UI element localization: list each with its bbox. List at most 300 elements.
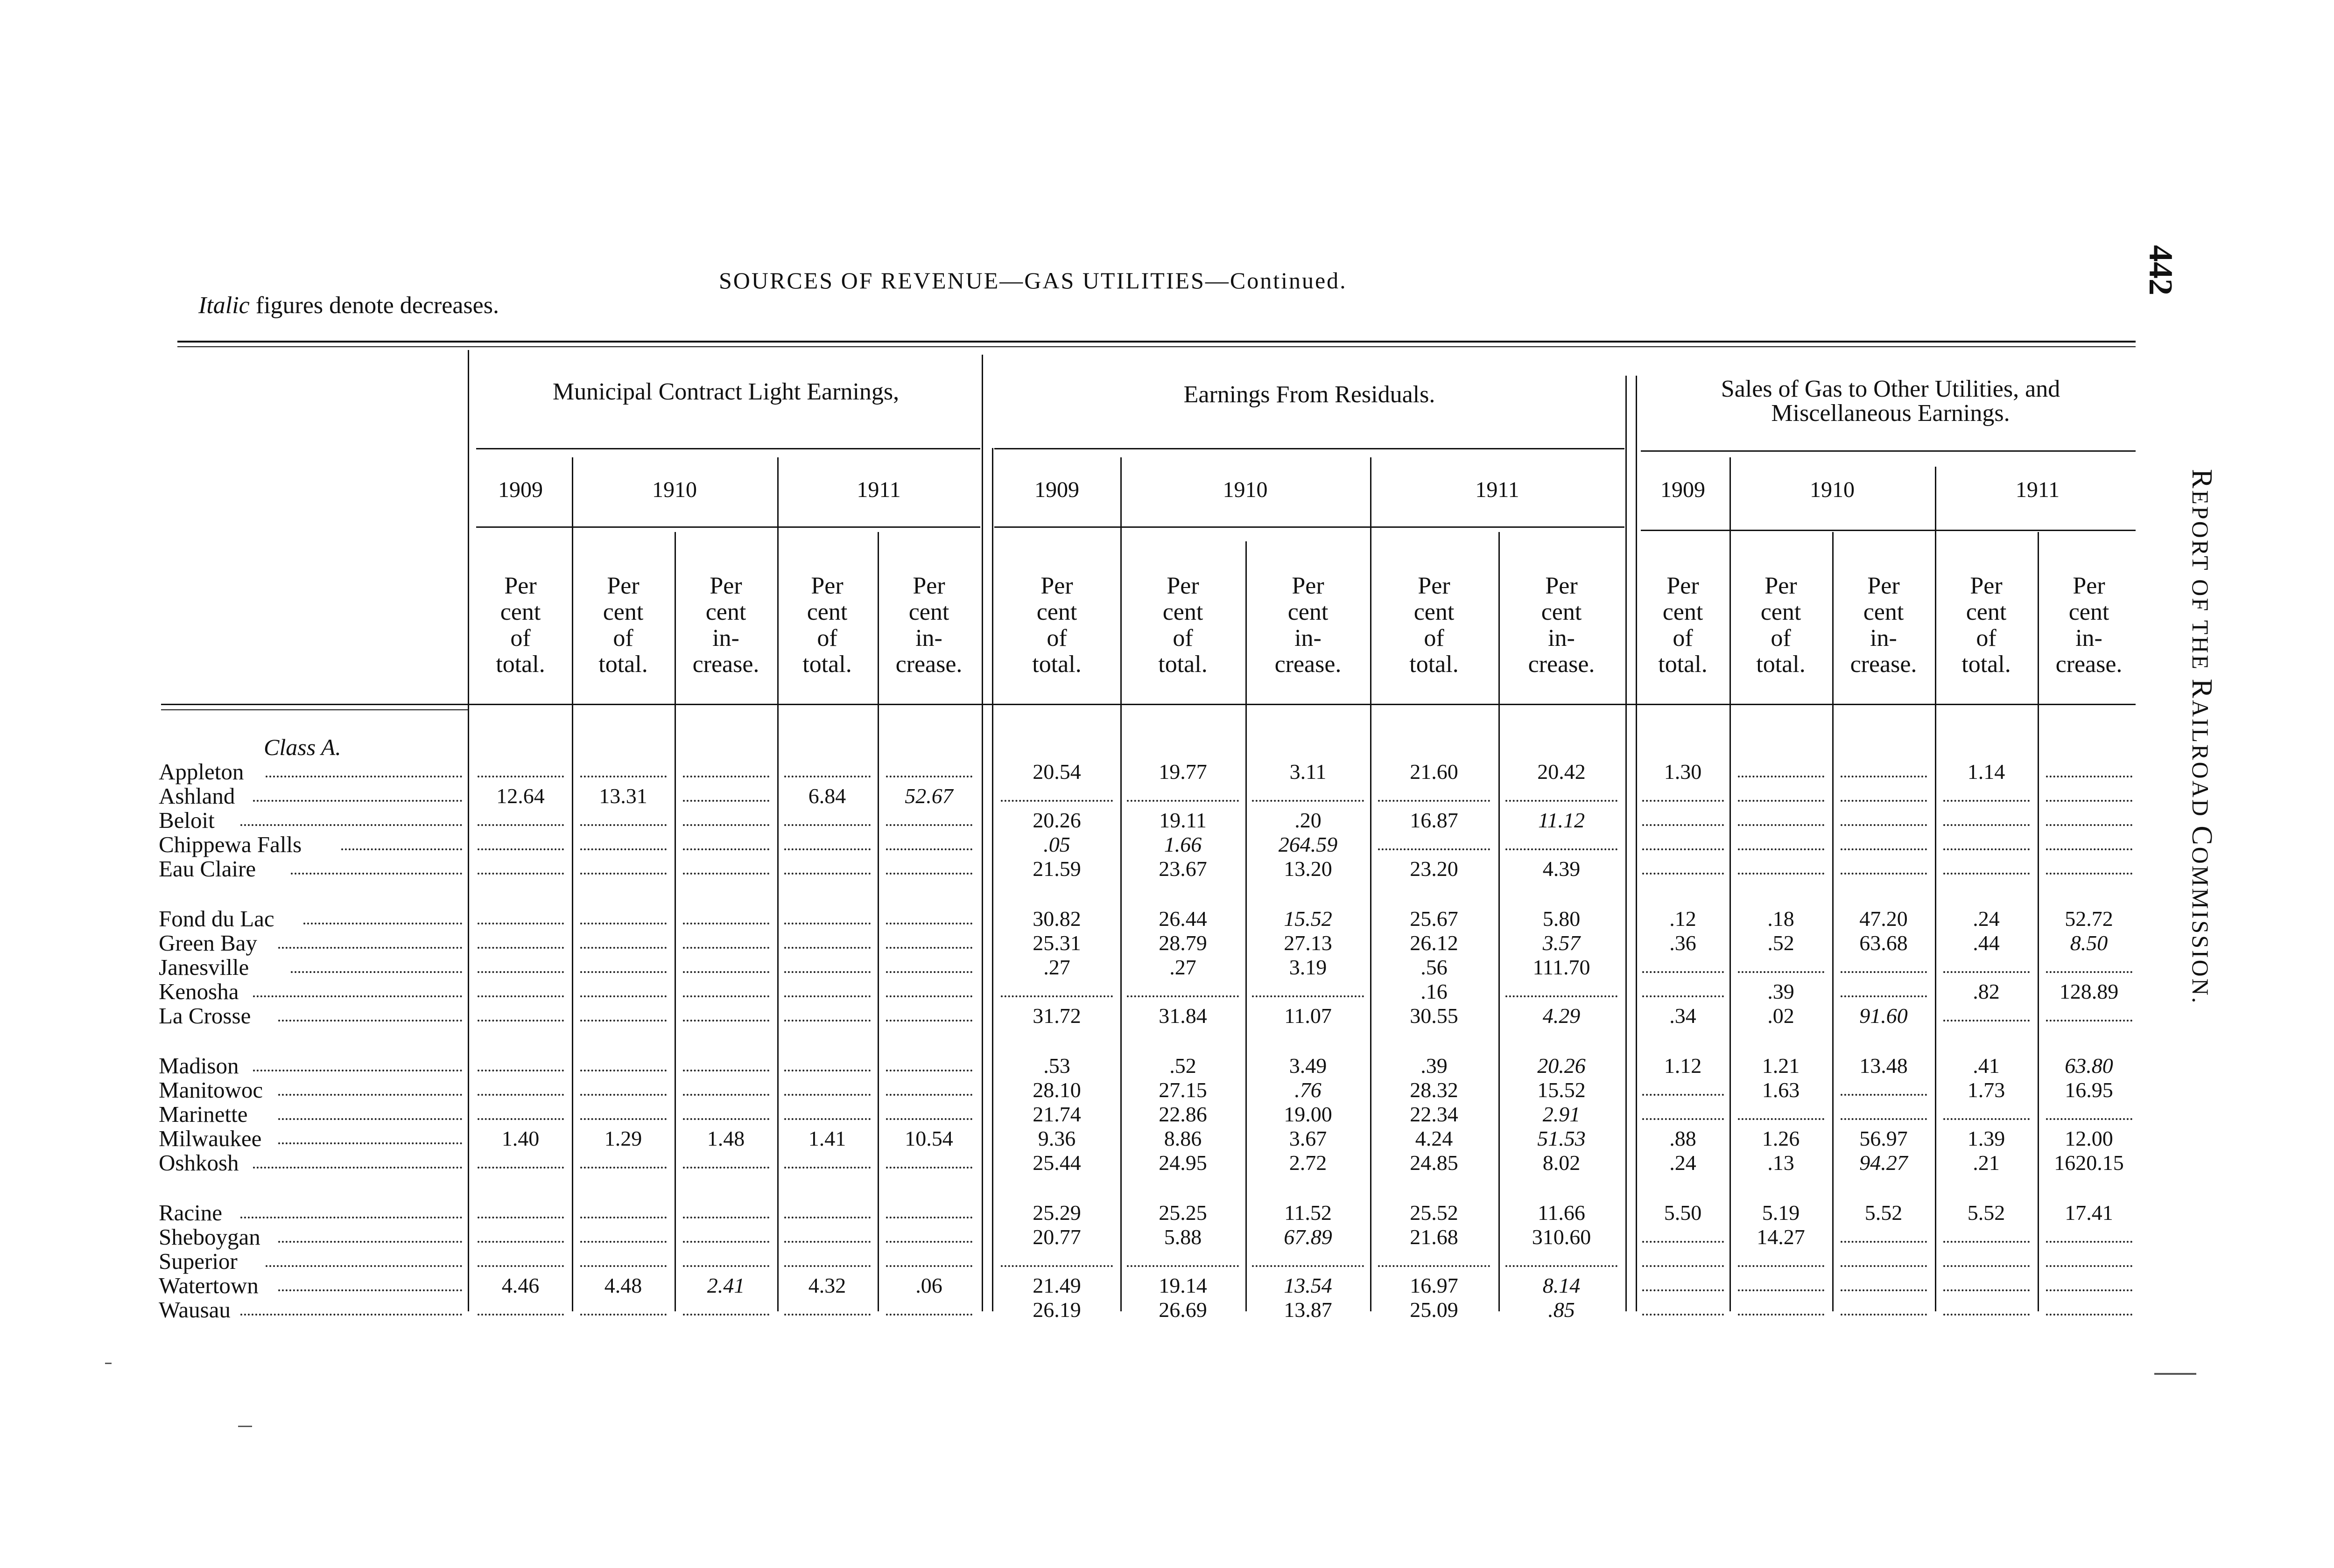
heading-line: of [1173, 625, 1193, 651]
table-cell: 1.30 [1664, 760, 1702, 784]
empty-cell-dots [683, 1020, 769, 1022]
table-cell: 15.52 [1537, 1078, 1586, 1102]
heading-line: cent [2068, 599, 2109, 625]
row-label: Superior [159, 1248, 238, 1274]
table-cell: 15.52 [1284, 907, 1332, 931]
leader-dots [253, 995, 462, 997]
empty-cell-dots [1841, 1118, 1927, 1120]
table-cell: 30.82 [1033, 907, 1081, 931]
table-cell: .34 [1669, 1004, 1696, 1028]
empty-cell-dots [886, 971, 972, 973]
empty-cell-dots [1001, 995, 1113, 997]
empty-cell-dots [2046, 1020, 2132, 1022]
empty-cell-dots [1505, 800, 1617, 802]
heading-line: total. [1409, 651, 1459, 678]
heading-line: cent [807, 599, 848, 625]
table-cell: 27.13 [1284, 931, 1332, 955]
table-cell: 13.87 [1284, 1298, 1332, 1322]
empty-cell-dots [1738, 971, 1824, 973]
table-cell: 4.46 [501, 1274, 540, 1297]
empty-cell-dots [784, 1020, 871, 1022]
italic-note [198, 292, 499, 319]
empty-cell-dots [478, 1217, 564, 1218]
table-cell: 24.85 [1410, 1151, 1458, 1175]
empty-cell-dots [784, 947, 871, 949]
row-label: Racine [159, 1200, 223, 1225]
table-cell: 13.20 [1284, 857, 1332, 881]
empty-cell-dots [1943, 1020, 2030, 1022]
heading-line: total. [496, 651, 545, 678]
empty-cell-dots [478, 873, 564, 875]
year-m-1910: 1910 [652, 477, 697, 502]
empty-cell-dots [1943, 824, 2030, 826]
heading-line: Per [607, 573, 640, 599]
heading-line: cent [1541, 599, 1582, 625]
table-cell: .21 [1973, 1151, 2000, 1175]
table-cell: .24 [1669, 1151, 1696, 1175]
table-cell: 16.87 [1410, 808, 1458, 832]
table-cell: 3.67 [1289, 1127, 1327, 1150]
leader-dots [253, 800, 462, 802]
empty-cell-dots [1642, 1265, 1724, 1267]
empty-cell-dots [683, 971, 769, 973]
empty-cell-dots [886, 1020, 972, 1022]
table-cell: 52.72 [2065, 907, 2113, 931]
empty-cell-dots [784, 848, 871, 850]
group-divider-1b [992, 448, 993, 1311]
table-cell: .39 [1420, 1054, 1448, 1078]
row-label: Wausau [159, 1297, 231, 1323]
empty-cell-dots [1738, 824, 1824, 826]
empty-cell-dots [580, 848, 667, 850]
empty-cell-dots [1505, 995, 1617, 997]
empty-cell-dots [886, 1167, 972, 1169]
row-label: Beloit [159, 807, 215, 833]
table-cell: .56 [1420, 955, 1448, 979]
empty-cell-dots [1943, 848, 2030, 850]
row-label: Sheboygan [159, 1224, 260, 1250]
table-cell: 14.27 [1757, 1225, 1805, 1249]
empty-cell-dots [1841, 971, 1927, 973]
empty-cell-dots [580, 1020, 667, 1022]
empty-cell-dots [1738, 1265, 1824, 1267]
empty-cell-dots [1642, 824, 1724, 826]
empty-cell-dots [683, 1118, 769, 1120]
heading-line: of [817, 625, 837, 651]
table-cell: 25.29 [1033, 1201, 1081, 1225]
table-cell: 20.26 [1537, 1054, 1586, 1078]
heading-line: in- [1294, 625, 1322, 651]
row-label: Chippewa Falls [159, 832, 302, 857]
table-cell: .76 [1294, 1078, 1322, 1102]
table-cell: 5.52 [1967, 1201, 2005, 1225]
empty-cell-dots [784, 1314, 871, 1316]
column-heading-pct-total [1121, 573, 1245, 678]
heading-line: Per [710, 573, 742, 599]
empty-cell-dots [1841, 800, 1927, 802]
table-cell: 19.11 [1159, 808, 1207, 832]
empty-cell-dots [1841, 848, 1927, 850]
heading-line: cent [1863, 599, 1904, 625]
heading-line: of [1673, 625, 1693, 651]
table-cell: 56.97 [1859, 1127, 1908, 1150]
column-heading-pct-total [1372, 573, 1496, 678]
empty-cell-dots [1943, 1265, 2030, 1267]
page-number: 442 [2142, 245, 2179, 295]
heading-line: total. [1961, 651, 2011, 678]
italic-note-italic-word: Italic [198, 292, 250, 319]
table-cell: 2.91 [1542, 1102, 1581, 1126]
table-cell: 47.20 [1859, 907, 1908, 931]
empty-cell-dots [784, 1241, 871, 1243]
empty-cell-dots [886, 776, 972, 777]
empty-cell-dots [1001, 1265, 1113, 1267]
heading-line: crease. [1850, 651, 1917, 678]
empty-cell-dots [1943, 971, 2030, 973]
empty-cell-dots [1738, 1314, 1824, 1316]
empty-cell-dots [886, 923, 972, 924]
column-heading-pct-total [574, 573, 672, 678]
empty-cell-dots [1642, 1289, 1724, 1291]
empty-cell-dots [784, 1265, 871, 1267]
heading-line: in- [1548, 625, 1575, 651]
table-cell: 31.84 [1159, 1004, 1207, 1028]
empty-cell-dots [580, 776, 667, 777]
empty-cell-dots [580, 1217, 667, 1218]
empty-cell-dots [1642, 1314, 1724, 1316]
leader-dots [266, 776, 462, 777]
column-heading-pct-total [1937, 573, 2035, 678]
table-cell: 310.60 [1532, 1225, 1591, 1249]
year-m-1911: 1911 [857, 477, 901, 502]
empty-cell-dots [683, 800, 769, 802]
empty-cell-dots [1001, 800, 1113, 802]
leader-dots [278, 1020, 462, 1022]
table-cell: 12.64 [496, 784, 545, 808]
empty-cell-dots [683, 1217, 769, 1218]
table-cell: 25.52 [1410, 1201, 1458, 1225]
leader-dots [278, 1289, 462, 1291]
row-label: Fond du Lac [159, 906, 274, 931]
empty-cell-dots [683, 776, 769, 777]
table-cell: 3.11 [1289, 760, 1327, 784]
table-cell: 20.26 [1033, 808, 1081, 832]
table-cell: 3.19 [1289, 955, 1327, 979]
heading-line: Per [1765, 573, 1797, 599]
heading-line: cent [1662, 599, 1703, 625]
table-cell: 6.84 [808, 784, 846, 808]
table-cell: 5.88 [1164, 1225, 1202, 1249]
empty-cell-dots [478, 776, 564, 777]
table-cell: .52 [1767, 931, 1794, 955]
table-cell: 3.57 [1542, 931, 1581, 955]
empty-cell-dots [886, 1241, 972, 1243]
group-head-municipal: Municipal Contract Light Earnings, [552, 378, 900, 405]
empty-cell-dots [580, 1070, 667, 1071]
printed-dash [238, 1426, 252, 1427]
empty-cell-dots [478, 1265, 564, 1267]
empty-cell-dots [1738, 848, 1824, 850]
printed-dash [2154, 1373, 2196, 1375]
heading-line: Per [913, 573, 945, 599]
empty-cell-dots [580, 971, 667, 973]
empty-cell-dots [1841, 873, 1927, 875]
empty-cell-dots [1841, 1265, 1927, 1267]
empty-cell-dots [886, 947, 972, 949]
empty-cell-dots [886, 1070, 972, 1071]
heading-line: Per [1167, 573, 1199, 599]
table-cell: .06 [915, 1274, 942, 1297]
empty-cell-dots [886, 1118, 972, 1120]
table-cell: 21.68 [1410, 1225, 1458, 1249]
table-cell: 2.41 [707, 1274, 745, 1297]
empty-cell-dots [2046, 1118, 2132, 1120]
year-m-1909: 1909 [498, 477, 543, 502]
row-label: Janesville [159, 954, 249, 980]
table-cell: 5.80 [1542, 907, 1581, 931]
table-top-rule-2 [177, 346, 2136, 347]
table-cell: 52.67 [905, 784, 953, 808]
heading-line: Per [1040, 573, 1073, 599]
table-cell: 4.48 [604, 1274, 642, 1297]
table-cell: .27 [1043, 955, 1070, 979]
table-cell: 1.63 [1762, 1078, 1800, 1102]
heading-line: Per [811, 573, 844, 599]
row-label: Marinette [159, 1101, 248, 1127]
table-cell: 27.15 [1159, 1078, 1207, 1102]
leader-dots [240, 1217, 462, 1218]
empty-cell-dots [1841, 824, 1927, 826]
heading-line: of [1424, 625, 1444, 651]
heading-line: crease. [1274, 651, 1342, 678]
empty-cell-dots [2046, 1289, 2132, 1291]
empty-cell-dots [1642, 1094, 1724, 1096]
leader-dots [253, 1070, 462, 1071]
heading-line: cent [603, 599, 644, 625]
running-side-title: REPORT OF THE RAILROAD COMMISSION. [2186, 469, 2218, 1005]
empty-cell-dots [1943, 1289, 2030, 1291]
group-head-rule-2 [994, 448, 1624, 449]
table-cell: 25.09 [1410, 1298, 1458, 1322]
empty-cell-dots [1642, 848, 1724, 850]
table-cell: 23.20 [1410, 857, 1458, 881]
empty-cell-dots [580, 995, 667, 997]
empty-cell-dots [1642, 971, 1724, 973]
group-divider-1 [982, 355, 983, 1311]
heading-line: Per [1545, 573, 1578, 599]
table-cell: .36 [1669, 931, 1696, 955]
table-cell: .52 [1169, 1054, 1196, 1078]
heading-line: total. [598, 651, 648, 678]
table-cell: 17.41 [2065, 1201, 2113, 1225]
empty-cell-dots [784, 1070, 871, 1071]
heading-line: Per [2073, 573, 2105, 599]
table-cell: .39 [1767, 980, 1794, 1003]
empty-cell-dots [580, 947, 667, 949]
table-cell: 19.14 [1159, 1274, 1207, 1297]
heading-line: in- [1870, 625, 1897, 651]
empty-cell-dots [2046, 800, 2132, 802]
empty-cell-dots [886, 1217, 972, 1218]
empty-cell-dots [1252, 1265, 1364, 1267]
column-heading-pct-total [471, 573, 569, 678]
table-cell: .27 [1169, 955, 1196, 979]
heading-line: total. [1756, 651, 1806, 678]
table-cell: 24.95 [1159, 1151, 1207, 1175]
empty-cell-dots [886, 1265, 972, 1267]
empty-cell-dots [784, 824, 871, 826]
year-rule-3 [1641, 530, 2136, 531]
table-cell: 21.60 [1410, 760, 1458, 784]
empty-cell-dots [478, 1094, 564, 1096]
row-label: Watertown [159, 1273, 259, 1298]
empty-cell-dots [2046, 1241, 2132, 1243]
group-head-sales-line2: Miscellaneous Earnings. [1771, 400, 2010, 427]
table-cell: 20.77 [1033, 1225, 1081, 1249]
col-div-s [1832, 532, 1834, 1311]
empty-cell-dots [683, 1241, 769, 1243]
table-cell: 1.48 [707, 1127, 745, 1150]
empty-cell-dots [1738, 1289, 1824, 1291]
empty-cell-dots [1378, 1265, 1490, 1267]
heading-line: in- [2075, 625, 2102, 651]
empty-cell-dots [580, 923, 667, 924]
empty-cell-dots [1642, 1241, 1724, 1243]
empty-cell-dots [580, 873, 667, 875]
table-cell: 28.79 [1159, 931, 1207, 955]
column-heading-pct-total [1636, 573, 1729, 678]
year-rule [476, 526, 980, 528]
empty-cell-dots [784, 1118, 871, 1120]
empty-cell-dots [784, 995, 871, 997]
table-cell: .88 [1669, 1127, 1696, 1150]
col-div-m [675, 532, 676, 1311]
table-cell: 5.52 [1864, 1201, 1903, 1225]
empty-cell-dots [1841, 1314, 1927, 1316]
empty-cell-dots [478, 995, 564, 997]
group-head-rule-3 [1641, 450, 2136, 452]
table-cell: 3.49 [1289, 1054, 1327, 1078]
empty-cell-dots [580, 1265, 667, 1267]
table-cell: 4.32 [808, 1274, 846, 1297]
empty-cell-dots [1642, 1118, 1724, 1120]
year-r-1909: 1909 [1034, 477, 1079, 502]
empty-cell-dots [683, 1070, 769, 1071]
empty-cell-dots [886, 848, 972, 850]
empty-cell-dots [1943, 1241, 2030, 1243]
leader-dots [278, 947, 462, 949]
table-cell: 8.86 [1164, 1127, 1202, 1150]
table-cell: .53 [1043, 1054, 1070, 1078]
table-cell: 63.68 [1859, 931, 1908, 955]
empty-cell-dots [2046, 873, 2132, 875]
table-cell: 5.50 [1664, 1201, 1702, 1225]
year-div-s1 [1729, 457, 1731, 1311]
empty-cell-dots [1642, 873, 1724, 875]
table-cell: 91.60 [1859, 1004, 1908, 1028]
empty-cell-dots [1841, 1241, 1927, 1243]
empty-cell-dots [478, 1167, 564, 1169]
empty-cell-dots [580, 1314, 667, 1316]
table-cell: 1.41 [808, 1127, 846, 1150]
empty-cell-dots [784, 971, 871, 973]
table-cell: 8.50 [2070, 931, 2108, 955]
table-cell: .16 [1420, 980, 1448, 1003]
table-cell: 26.12 [1410, 931, 1458, 955]
group-head-rule [476, 448, 980, 449]
table-cell: 1.29 [604, 1127, 642, 1150]
table-cell: 67.89 [1284, 1225, 1332, 1249]
table-cell: 30.55 [1410, 1004, 1458, 1028]
printed-dash [105, 1363, 112, 1364]
leader-dots [303, 923, 462, 924]
col-head-rule [161, 704, 2136, 705]
table-cell: 94.27 [1859, 1151, 1908, 1175]
heading-line: in- [915, 625, 942, 651]
empty-cell-dots [1378, 848, 1490, 850]
heading-line: total. [1032, 651, 1082, 678]
empty-cell-dots [2046, 1314, 2132, 1316]
page-header-title: SOURCES OF REVENUE—GAS UTILITIES—Continued. [719, 267, 1347, 294]
column-heading-pct-total [995, 573, 1119, 678]
table-cell: 1.66 [1164, 833, 1202, 856]
table-cell: .18 [1767, 907, 1794, 931]
table-cell: 264.59 [1278, 833, 1338, 856]
table-cell: 1.14 [1967, 760, 2005, 784]
column-heading-pct-increase [1500, 573, 1624, 678]
heading-line: cent [908, 599, 949, 625]
table-cell: 111.70 [1533, 955, 1590, 979]
table-cell: 5.19 [1762, 1201, 1800, 1225]
empty-cell-dots [886, 1314, 972, 1316]
row-label: Eau Claire [159, 856, 256, 882]
empty-cell-dots [1943, 1314, 2030, 1316]
table-cell: 8.14 [1542, 1274, 1581, 1297]
empty-cell-dots [1738, 800, 1824, 802]
empty-cell-dots [683, 1265, 769, 1267]
heading-line: of [1771, 625, 1791, 651]
year-div-m1 [572, 457, 573, 1311]
column-heading-pct-total [1732, 573, 1830, 678]
heading-line: cent [1036, 599, 1077, 625]
empty-cell-dots [2046, 776, 2132, 777]
empty-cell-dots [683, 947, 769, 949]
empty-cell-dots [886, 824, 972, 826]
row-label: Appleton [159, 759, 244, 784]
row-label: Green Bay [159, 930, 257, 956]
table-cell: 19.00 [1284, 1102, 1332, 1126]
table-cell: 11.12 [1538, 808, 1585, 832]
empty-cell-dots [580, 1118, 667, 1120]
empty-cell-dots [784, 923, 871, 924]
empty-cell-dots [478, 923, 564, 924]
empty-cell-dots [1738, 873, 1824, 875]
table-cell: 31.72 [1033, 1004, 1081, 1028]
row-label: Milwaukee [159, 1126, 262, 1151]
empty-cell-dots [886, 873, 972, 875]
year-div-s2 [1935, 467, 1936, 1311]
column-heading-pct-total [778, 573, 876, 678]
table-cell: 2.72 [1289, 1151, 1327, 1175]
empty-cell-dots [1943, 873, 2030, 875]
leader-dots [240, 1314, 462, 1316]
table-cell: .20 [1294, 808, 1322, 832]
heading-line: crease. [692, 651, 759, 678]
table-cell: .13 [1767, 1151, 1794, 1175]
empty-cell-dots [683, 1167, 769, 1169]
table-cell: 10.54 [905, 1127, 953, 1150]
table-cell: 21.74 [1033, 1102, 1081, 1126]
